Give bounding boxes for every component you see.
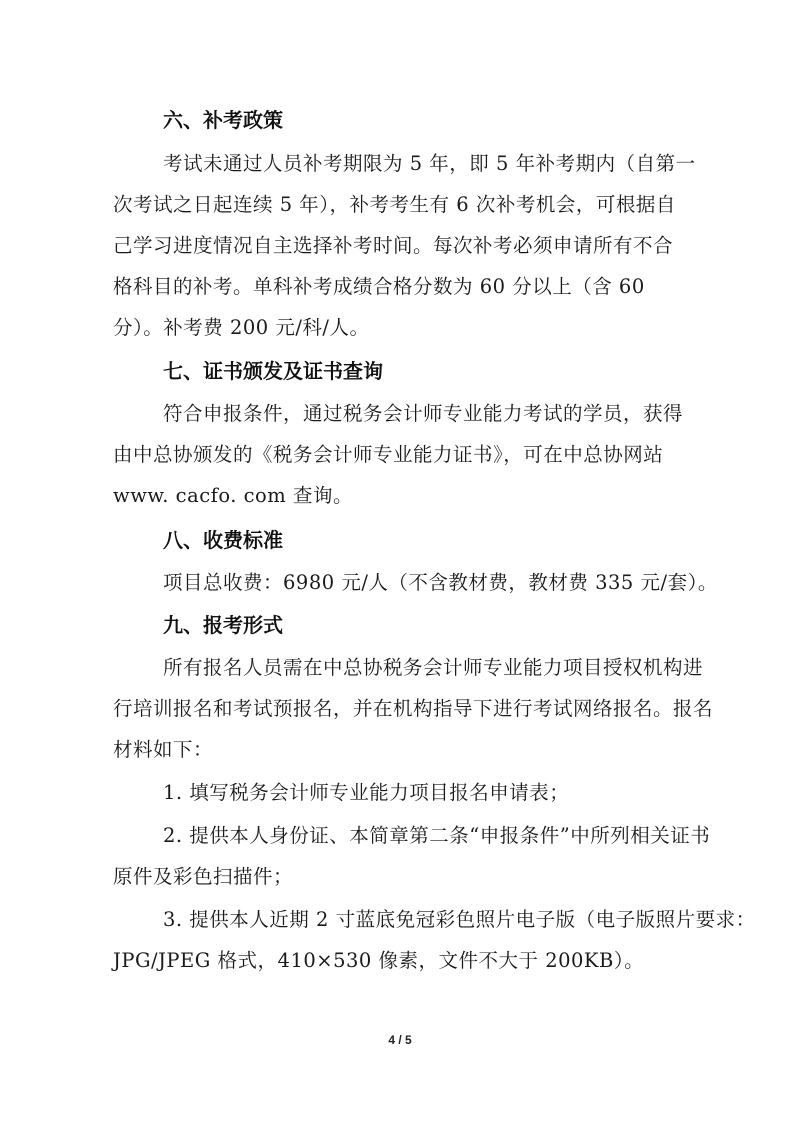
list-item: 3. 提供本人近期 2 寸蓝底免冠彩色照片电子版（电子版照片要求： xyxy=(163,908,756,931)
section-heading-registration: 九、报考形式 xyxy=(163,613,283,637)
section-heading-fees: 八、收费标准 xyxy=(163,528,283,552)
paragraph-line: 原件及彩色扫描件； xyxy=(113,865,294,888)
paragraph-line: 符合申报条件，通过税务会计师专业能力考试的学员，获得 xyxy=(163,402,684,425)
paragraph-line: 所有报名人员需在中总协税务会计师专业能力项目授权机构进 xyxy=(163,656,704,679)
paragraph-line: 分）。补考费 200 元/科/人。 xyxy=(113,316,370,339)
list-item: 1. 填写税务会计师专业能力项目报名申请表； xyxy=(163,781,570,804)
page-number: 4 / 5 xyxy=(388,1033,412,1047)
paragraph-line: 次考试之日起连续 5 年），补考考生有 6 次补考机会，可根据自 xyxy=(113,193,676,216)
paragraph-line: 由中总协颁发的《税务会计师专业能力证书》，可在中总协网站 xyxy=(113,443,664,466)
paragraph-line: 行培训报名和考试预报名，并在机构指导下进行考试网络报名。报名 xyxy=(113,697,714,720)
section-heading-certificate: 七、证书颁发及证书查询 xyxy=(163,359,383,383)
paragraph-line: JPG/JPEG 格式，410×530 像素，文件不大于 200KB）。 xyxy=(113,949,645,972)
section-heading-makeup-exam-policy: 六、补考政策 xyxy=(163,108,283,132)
paragraph-line: 材料如下： xyxy=(113,738,214,761)
paragraph-line: 己学习进度情况自主选择补考时间。每次补考必须申请所有不合 xyxy=(113,234,674,257)
paragraph-line: 考试未通过人员补考期限为 5 年，即 5 年补考期内（自第一 xyxy=(163,152,696,175)
paragraph-line: www. cacfo. com 查询。 xyxy=(113,484,353,507)
paragraph-line: 格科目的补考。单科补考成绩合格分数为 60 分以上（含 60 xyxy=(113,275,645,298)
paragraph-line: 项目总收费：6980 元/人（不含教材费，教材费 335 元/套）。 xyxy=(163,571,718,594)
list-item: 2. 提供本人身份证、本简章第二条“申报条件”中所列相关证书 xyxy=(163,824,711,847)
